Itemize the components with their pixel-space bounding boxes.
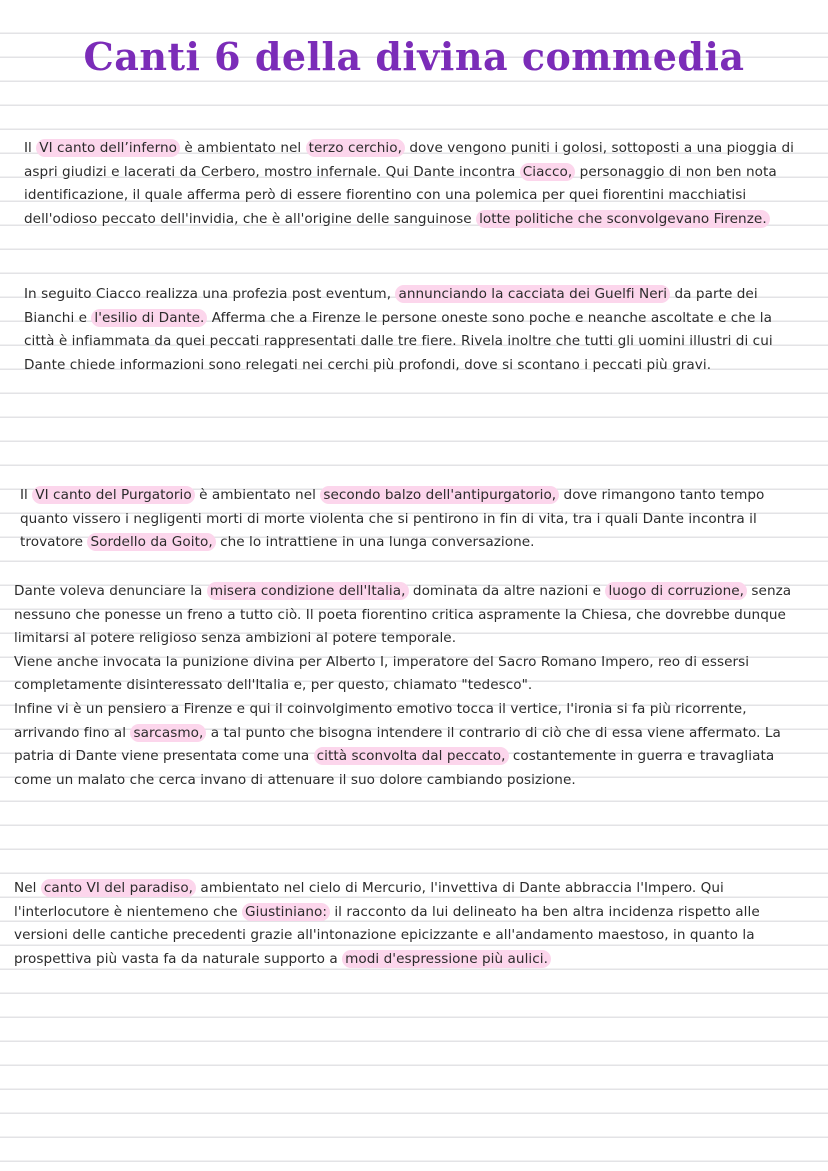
- highlight-modi-espressione: modi d'espressione più aulici.: [342, 950, 551, 968]
- paradiso-paragraph-1: Nel canto VI del paradiso, ambientato nel cielo di Mercurio, l'invettiva di Dante abbraccia l'Impero. Qui l'interlocutore è nientemeno che Giustiniano: il racconto da lui delineato ha ben altra incidenza rispetto alle versioni delle cantiche precedenti grazie all'intonazione epicizzante e all'andamento maestoso, in quanto la prospettiva più vasta fa da naturale supporto a modi d'espressione più aulici.: [14, 880, 760, 967]
- highlight-ciacco: Ciacco,: [520, 163, 576, 181]
- highlight-sarcasmo: sarcasmo,: [130, 724, 206, 742]
- purgatorio-paragraph-1: Il VI canto del Purgatorio è ambientato nel secondo balzo dell'antipurgatorio, dove rimangono tanto tempo quanto vissero i negligenti morti di morte violenta che si pentirono in fin di vita, tra i quali Dante incontra il trovatore Sordello da Goito, che lo intrattiene in una lunga conversazione.: [20, 487, 765, 551]
- highlight-terzo-cerchio: terzo cerchio,: [306, 139, 405, 157]
- inferno-paragraph-1: Il VI canto dell’inferno è ambientato nel terzo cerchio, dove vengono puniti i golosi, sottoposti a una pioggia di aspri giudizi e lacerati da Cerbero, mostro infernale. Qui Dante incontra Ciacco, personaggio di non ben nota identificazione, il quale afferma però di essere fiorentino con una polemica per quei fiorentini macchiatisi dell'odioso peccato dell'invidia, che è all'origine delle sanguinose lotte politiche che sconvolgevano Firenze.: [24, 140, 795, 227]
- page-title: Canti 6 della divina commedia: [83, 34, 745, 79]
- highlight-citta-sconvolta: città sconvolta dal peccato,: [314, 747, 509, 765]
- inferno-paragraph-2: In seguito Ciacco realizza una profezia post eventum, annunciando la cacciata dei Guelfi Neri da parte dei Bianchi e l'esilio di Dante. Afferma che a Firenze le persone oneste sono poche e neanche ascoltate e che la città è infiammata da quei peccati rappresentati dalle tre fiere. Rivela inoltre che tutti gli uomini illustri di cui Dante chiede informazioni sono relegati nei cerchi più profondi, dove si scontano i peccati più gravi.: [24, 286, 773, 373]
- highlight-lotte-politiche: lotte politiche che sconvolgevano Firenze.: [476, 210, 770, 228]
- purgatorio-paragraph-2: Dante voleva denunciare la misera condizione dell'Italia, dominata da altre nazioni e luogo di corruzione, senza nessuno che ponesse un freno a tutto ciò. Il poeta fiorentino critica aspramente la Chiesa, che dovrebbe dunque limitarsi al potere religioso senza ambizioni al potere temporale. Viene anche invocata la punizione divina per Alberto I, imperatore del Sacro Romano Impero, reo di essersi completamente disinteressato dell'Italia e, per questo, chiamato "tedesco". Infine vi è un pensiero a Firenze e qui il coinvolgimento emotivo tocca il vertice, l'ironia si fa più ricorrente, arrivando fino al sarcasmo, a tal punto che bisogna intendere il contrario di ciò che di essa viene affermato. La patria di Dante viene presentata come una città sconvolta dal peccato, costantemente in guerra e travagliata come un malato che cerca invano di attenuare il suo dolore cambiando posizione.: [14, 583, 792, 788]
- highlight-misera-condizione: misera condizione dell'Italia,: [207, 582, 409, 600]
- highlight-esilio-dante: l'esilio di Dante.: [91, 309, 207, 327]
- highlight-sordello: Sordello da Goito,: [87, 533, 215, 551]
- highlight-giustiniano: Giustiniano:: [242, 903, 330, 921]
- highlight-secondo-balzo: secondo balzo dell'antipurgatorio,: [320, 486, 559, 504]
- highlight-cacciata-guelfi: annunciando la cacciata dei Guelfi Neri: [395, 285, 670, 303]
- highlight-vi-canto-purgatorio: VI canto del Purgatorio: [32, 486, 194, 504]
- highlight-vi-canto-inferno: VI canto dell’inferno: [36, 139, 180, 157]
- highlight-luogo-corruzione: luogo di corruzione,: [605, 582, 747, 600]
- highlight-canto-vi-paradiso: canto VI del paradiso,: [41, 879, 196, 897]
